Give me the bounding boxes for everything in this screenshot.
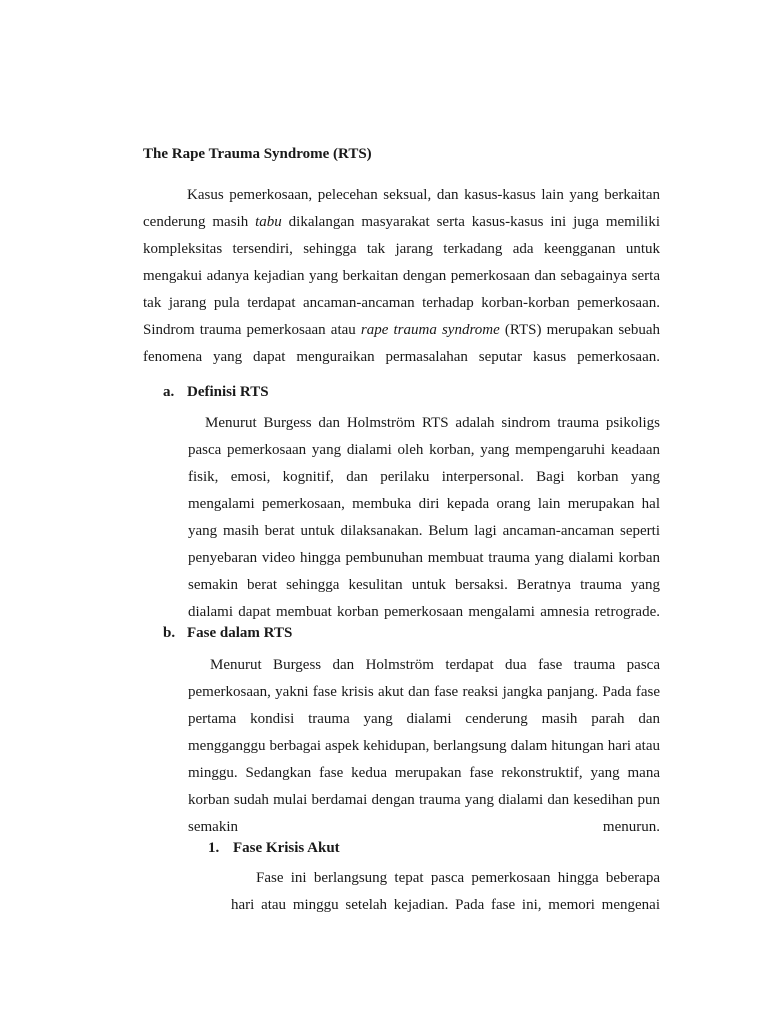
section-a-heading bbox=[163, 384, 269, 401]
subsection-1-title: Fase Krisis Akut bbox=[233, 840, 340, 856]
subsection-1-heading bbox=[208, 840, 340, 857]
subsection-1-paragraph: Fase ini berlangsung tepat pasca pemerkosaan hingga beberapa hari atau minggu setelah kejadian. Pada fase ini, memori mengenai bbox=[231, 870, 660, 913]
intro-text-part-3: (RTS) merupakan sebuah fenomena yang dapat menguraikan permasalahan seputar kasus pemerkosaan. bbox=[143, 322, 660, 365]
section-a-title: Definisi RTS bbox=[187, 384, 269, 400]
section-a-paragraph: Menurut Burgess dan Holmström RTS adalah sindrom trauma psikoligs pasca pemerkosaan yang dialami oleh korban, yang mempengaruhi keadaan fisik, emosi, kognitif, dan perilaku interpersonal. Bagi korban yang mengalami pemerkosaan, membuka diri kepada orang lain merupakan hal yang masih berat untuk dilaksanakan. Belum lagi ancaman-ancaman seperti penyebaran video hingga pembunuhan membuat trauma yang dialami korban semakin berat sehingga kesulitan untuk bersaksi. Beratnya trauma yang dialami dapat membuat korban pemerkosaan mengalami amnesia retrograde. bbox=[188, 415, 660, 620]
intro-paragraph bbox=[143, 182, 660, 398]
intro-text-part-1: Kasus pemerkosaan, pelecehan seksual, dan kasus-kasus lain yang berkaitan cenderung masih bbox=[143, 187, 660, 230]
section-b-heading bbox=[163, 625, 292, 642]
intro-tabu-term: tabu bbox=[255, 214, 282, 230]
section-b-paragraph: Menurut Burgess dan Holmström terdapat dua fase trauma pasca pemerkosaan, yakni fase krisis akut dan fase reaksi jangka panjang. Pada fase pertama kondisi trauma yang dialami cenderung masih parah dan mengganggu berbagai aspek kehidupan, berlangsung dalam hitungan hari atau minggu. Sedangkan fase kedua merupakan fase rekonstruktif, yang mana korban sudah mulai berdamai dengan trauma yang dialami dan kesedihan pun semakin menurun. bbox=[188, 657, 660, 835]
section-a-marker: a. bbox=[163, 384, 175, 400]
section-b-marker: b. bbox=[163, 625, 176, 641]
subsection-1-marker: 1. bbox=[208, 840, 220, 856]
document-title: The Rape Trauma Syndrome (RTS) bbox=[143, 146, 372, 162]
section-b-title: Fase dalam RTS bbox=[187, 625, 293, 641]
intro-rts-term: rape trauma syndrome bbox=[360, 322, 500, 338]
intro-text-part-2: dikalangan masyarakat serta kasus-kasus ini juga memiliki kompleksitas tersendiri, sehingga tak jarang terkadang ada keengganan untuk mengakui adanya kejadian yang berkaitan dengan pemerkosaan dan sebagainya serta tak jarang pula terdapat ancaman-ancaman terhadap korban-korban pemerkosaan. Sindrom trauma pemerkosaan atau bbox=[143, 214, 660, 338]
